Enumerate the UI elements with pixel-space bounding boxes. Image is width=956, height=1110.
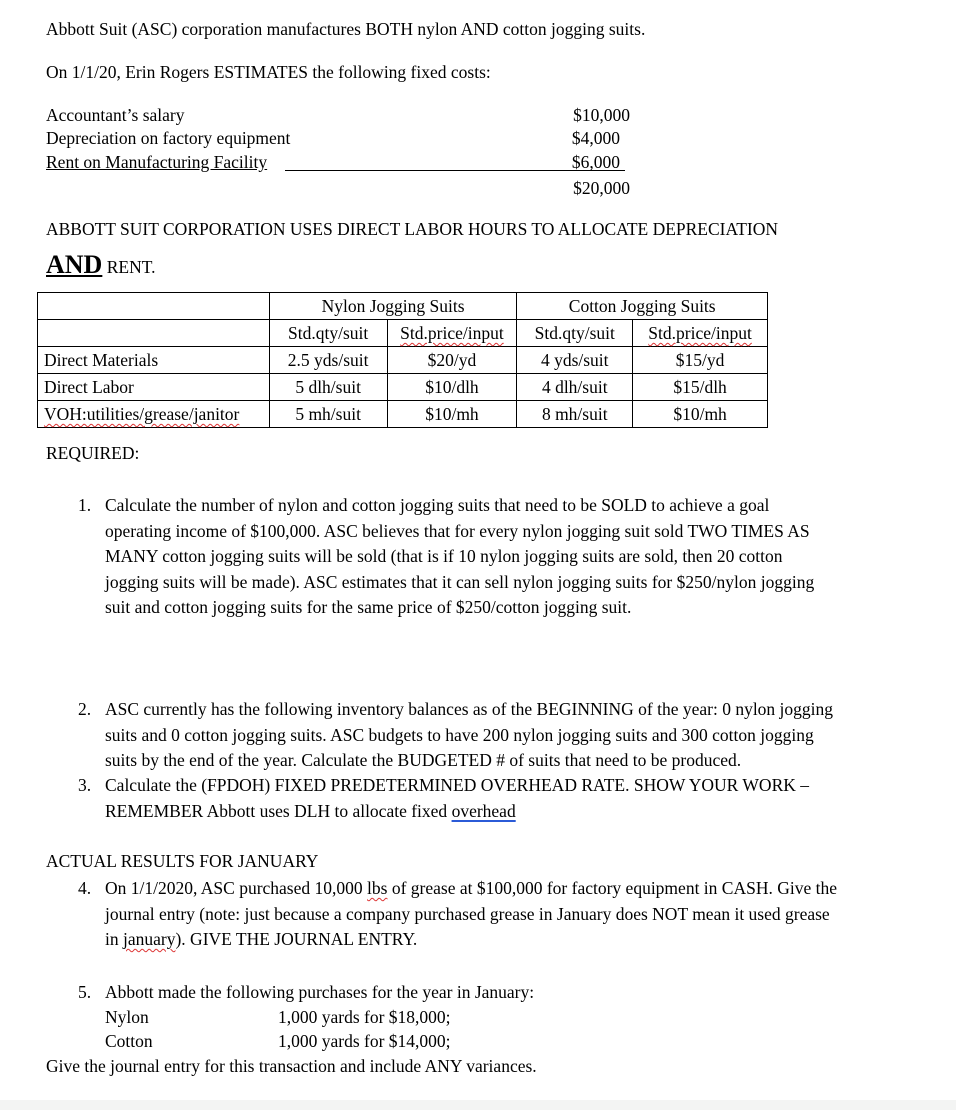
table-cell: $15/dlh (633, 374, 768, 401)
purchase-item: Cotton (105, 1031, 153, 1051)
table-cell: $10/mh (633, 401, 768, 428)
row-label: Direct Materials (38, 347, 270, 374)
table-cell: 5 mh/suit (269, 401, 387, 428)
q4-number: 4. (78, 878, 92, 898)
allocation-line-2 (46, 250, 156, 282)
allocation-text: ABBOTT SUIT CORPORATION USES DIRECT LABOR HOURS TO ALLOCATE DEPRECIATION (46, 219, 778, 239)
table-cell: $10/mh (387, 401, 517, 428)
q3-text: Calculate the (FPDOH) FIXED PREDETERMINED OVERHEAD RATE. SHOW YOUR WORK – REMEMBER Abbott uses DLH to allocate fixed overhead (105, 775, 810, 821)
q1-text: Calculate the number of nylon and cotton jogging suits that need to be SOLD to achieve a goal operating income of $100,000. ASC believes that for every nylon jogging suit sold TWO TIMES AS MANY cotton jogging suits will be sold (that is if 10 nylon jogging suits are sold, then 20 cotton jogging suits will be made). ASC estimates that it can sell nylon jogging suits for $250/nylon jogging suit and cotton jogging suits for the same price of $250/cotton jogging suit. (105, 495, 815, 617)
spelling-flag: january (123, 929, 176, 949)
table-cell: $20/yd (387, 347, 517, 374)
q3-number: 3. (78, 775, 92, 795)
required-heading: REQUIRED: (46, 443, 140, 463)
fixed-cost-amount: $6,000 (571, 152, 620, 172)
grammar-flag: overhead (451, 800, 516, 821)
fixed-cost-label: Rent on Manufacturing Facility (46, 152, 268, 172)
q1-number: 1. (78, 495, 92, 515)
table-row (38, 374, 768, 401)
table-cell: 4 dlh/suit (517, 374, 633, 401)
q4-text: On 1/1/2020, ASC purchased 10,000 lbs of grease at $100,000 for factory equipment in CASH. Give the journal entry (note: just because a company purchased grease in January does NOT mean it used grease in january). GIVE THE JOURNAL ENTRY. (105, 878, 837, 949)
table-cell: $10/dlh (387, 374, 517, 401)
table-group-header-row (38, 293, 768, 320)
fixed-cost-total: $20,000 (573, 178, 630, 198)
row-label: VOH:utilities/grease/janitor (38, 401, 270, 428)
purchase-detail: 1,000 yards for $14,000; (278, 1031, 451, 1051)
fixed-cost-label: Accountant’s salary (46, 105, 185, 125)
table-row (38, 347, 768, 374)
subheader-cell: Std.qty/suit (517, 320, 633, 347)
allocation-rent: RENT. (102, 257, 156, 277)
subheader-cell: Std.price/input (387, 320, 517, 347)
page-bottom-strip (0, 1100, 956, 1110)
intro-line-1: Abbott Suit (ASC) corporation manufactures BOTH nylon AND cotton jogging suits. (46, 19, 646, 39)
table-cell: 5 dlh/suit (269, 374, 387, 401)
fixed-cost-amount: $10,000 (573, 105, 630, 125)
intro-line-2: On 1/1/20, Erin Rogers ESTIMATES the following fixed costs: (46, 62, 491, 82)
table-cell: $15/yd (633, 347, 768, 374)
group-header-cotton: Cotton Jogging Suits (517, 293, 768, 320)
q5-number: 5. (78, 982, 92, 1002)
q5-text: Abbott made the following purchases for the year in January: (105, 982, 535, 1002)
standard-cost-table (37, 292, 768, 428)
group-header-nylon: Nylon Jogging Suits (269, 293, 517, 320)
subheader-cell: Std.qty/suit (269, 320, 387, 347)
q5-closing: Give the journal entry for this transaction and include ANY variances. (46, 1056, 537, 1076)
purchase-item: Nylon (105, 1007, 149, 1027)
table-subheader-row (38, 320, 768, 347)
table-cell: 2.5 yds/suit (269, 347, 387, 374)
table-cell-empty (38, 293, 270, 320)
fixed-cost-label: Depreciation on factory equipment (46, 128, 291, 148)
row-label: Direct Labor (38, 374, 270, 401)
table-cell-empty (38, 320, 270, 347)
spelling-flag: lbs (367, 878, 388, 898)
table-cell: 4 yds/suit (517, 347, 633, 374)
fixed-cost-amount: $4,000 (571, 128, 620, 148)
purchase-detail: 1,000 yards for $18,000; (278, 1007, 451, 1027)
allocation-and: AND (46, 250, 103, 279)
subheader-cell: Std.price/input (633, 320, 768, 347)
table-cell: 8 mh/suit (517, 401, 633, 428)
table-row (38, 401, 768, 428)
actual-results-heading: ACTUAL RESULTS FOR JANUARY (46, 851, 319, 871)
q2-number: 2. (78, 699, 92, 719)
q2-text: ASC currently has the following inventory balances as of the BEGINNING of the year: 0 nylon jogging suits and 0 cotton jogging suits. ASC budgets to have 200 nylon jogging suits and 300 cotton jogging suits by the end of the year. Calculate the BUDGETED # of suits that need to be produced. (105, 699, 834, 770)
